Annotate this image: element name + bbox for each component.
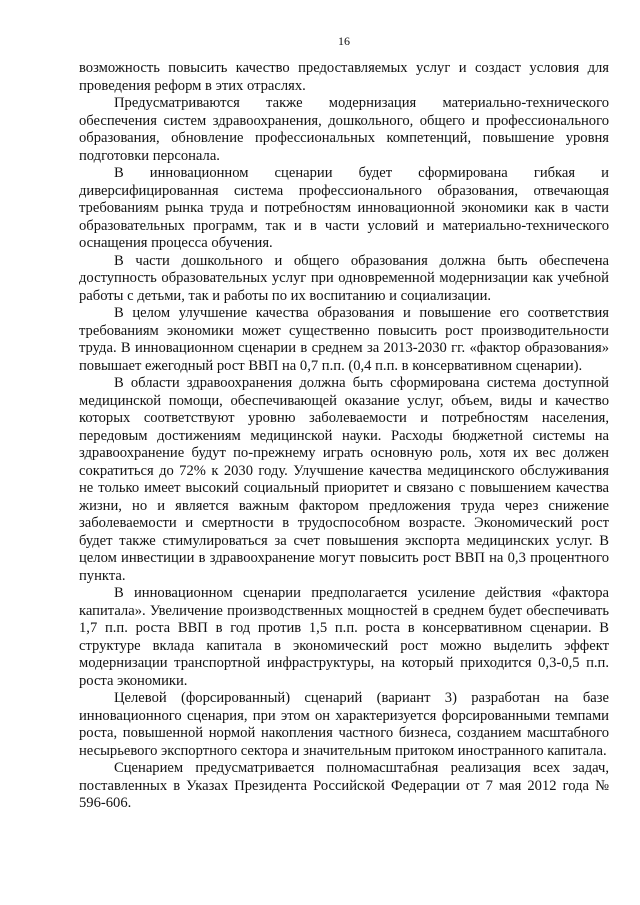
paragraph-capital-factor: В инновационном сценарии предполагается усиление действия «фактора капитала». Увеличение производственных мощностей в среднем будет обеспечивать 1,7 п.п. роста ВВП в год против 1,5 п.п. роста в консервативном сценарии. В структуре вклада капитала в экономический рост можно выделить эффект модернизации транспортной инфраструктуры, на который приходится 0,3-0,5 п.п. роста экономики. [79, 585, 609, 689]
paragraph-modernization: Предусматриваются также модернизация материально-технического обеспечения систем здравоохранения, дошкольного, общего и профессионального образования, обновление профессиональных компетенций, повышение уровня подготовки персонала. [79, 95, 609, 164]
document-page [79, 34, 609, 813]
paragraph-continuation: возможность повысить качество предоставляемых услуг и создаст условия для проведения реформ в этих отраслях. [79, 60, 609, 94]
paragraph-target-scenario: Целевой (форсированный) сценарий (вариант 3) разработан на базе инновационного сценария, при этом он характеризуется форсированными темпами роста, повышенной нормой накопления частного бизнеса, созданием масштабного несырьевого экспортного сектора и значительным притоком иностранного капитала. [79, 690, 609, 759]
paragraph-professional-education: В инновационном сценарии будет сформирована гибкая и диверсифицированная система профессионального образования, отвечающая требованиям рынка труда и потребностям инновационной экономики как в части образовательных программ, так и в части условий и материально-технического оснащения процесса обучения. [79, 165, 609, 251]
paragraph-education-factor: В целом улучшение качества образования и повышение его соответствия требованиям экономики может существенно повысить рост производительности труда. В инновационном сценарии в среднем за 2013-2030 гг. «фактор образования» повышает ежегодный рост ВВП на 0,7 п.п. (0,4 п.п. в консервативном сценарии). [79, 305, 609, 374]
paragraph-preschool-education: В части дошкольного и общего образования должна быть обеспечена доступность образовательных услуг при одновременной модернизации как учебной работы с детьми, так и работы по их воспитанию и социализации. [79, 252, 609, 304]
page-number: 16 [338, 34, 350, 48]
paragraph-healthcare: В области здравоохранения должна быть сформирована система доступной медицинской помощи, обеспечивающей оказание услуг, объем, виды и качество которых соответствуют уровню заболеваемости и потребностям населения, передовым достижениям медицинской науки. Расходы бюджетной системы на здравоохранение будут по-прежнему играть основную роль, хотя их вес должен сократиться до 72% к 2030 году. Улучшение качества медицинского обслуживания не только имеет высокий социальный приоритет и связано с повышением качества жизни, но и является важным фактором предложения труда через снижение заболеваемости и смертности в трудоспособном возрасте. Экономический рост будет также стимулироваться за счет повышения экспорта медицинских услуг. В целом инвестиции в здравоохранение могут повысить рост ВВП на 0,3 процентного пункта. [79, 375, 609, 584]
paragraph-presidential-decrees: Сценарием предусматривается полномасштабная реализация всех задач, поставленных в Указах Президента Российской Федерации от 7 мая 2012 года № 596-606. [79, 760, 609, 811]
